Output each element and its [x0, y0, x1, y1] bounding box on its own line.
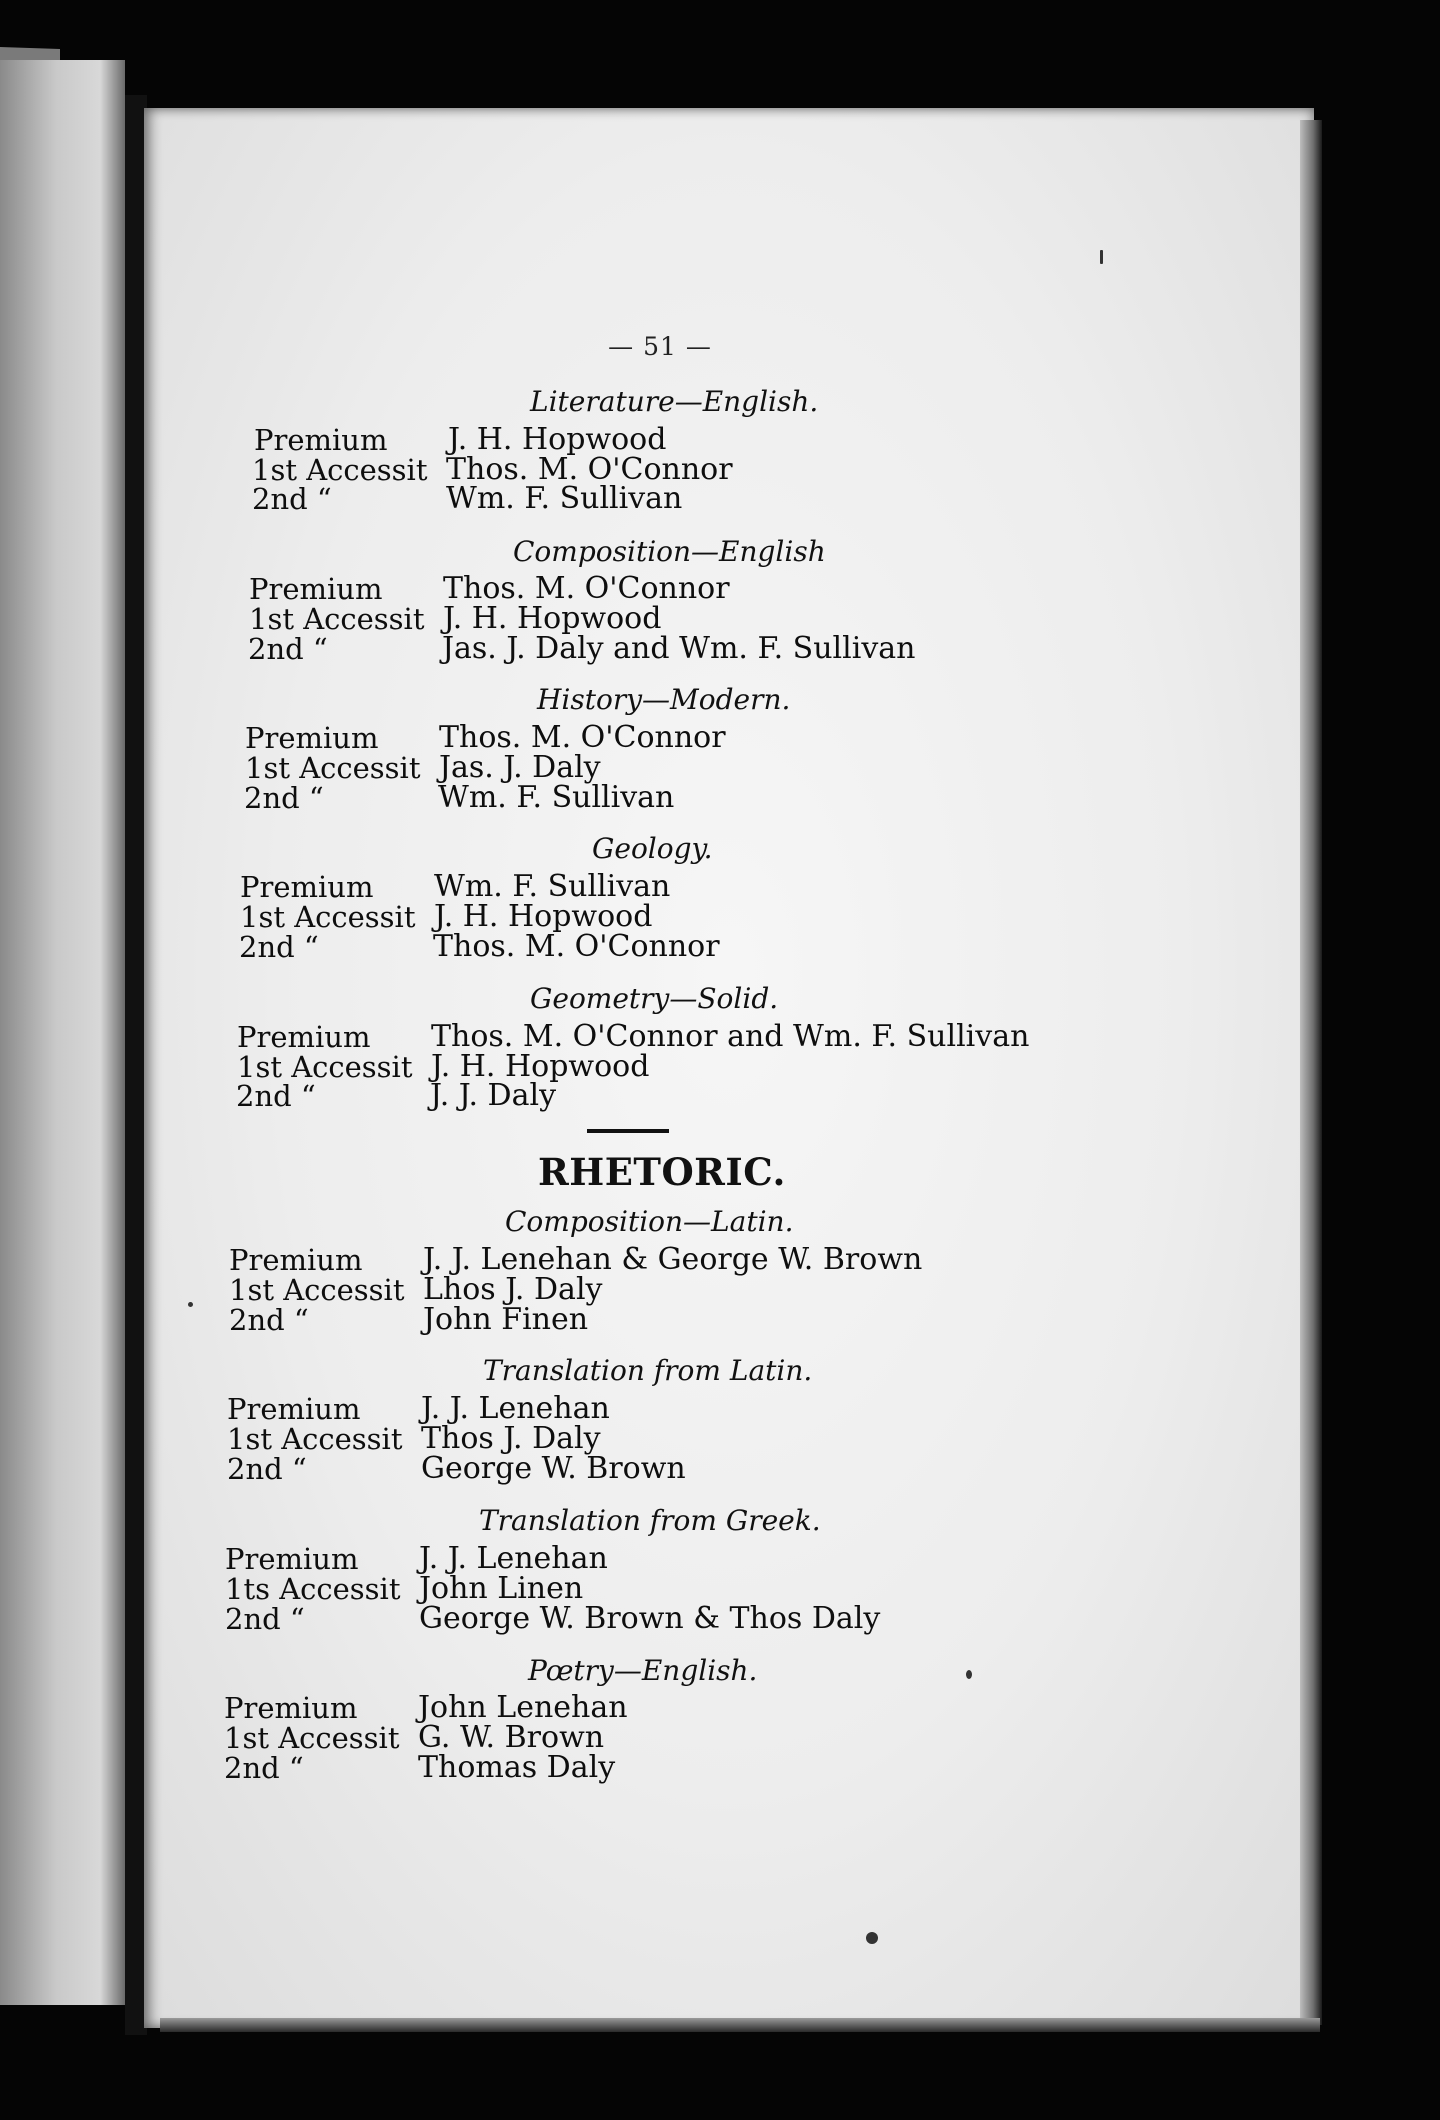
award-label: 2nd “: [244, 781, 324, 815]
award-recipient: George W. Brown: [421, 1451, 686, 1486]
award-recipient: George W. Brown & Thos Daly: [419, 1601, 881, 1636]
award-label: 1st Accessit: [237, 1050, 413, 1084]
award-recipient: Jas. J. Daly and Wm. F. Sullivan: [442, 631, 916, 666]
award-label: Premium: [245, 721, 379, 755]
award-recipient: J. J. Lenehan: [419, 1541, 608, 1576]
award-recipient: Thos. M. O'Connor: [433, 929, 720, 964]
award-recipient: Wm. F. Sullivan: [446, 481, 683, 516]
award-recipient: Thos. M. O'Connor: [443, 571, 730, 606]
section-heading-poetry: Pœtry—English.: [528, 1654, 758, 1687]
award-label: 2nd “: [252, 482, 332, 516]
award-recipient: Thos. M. O'Connor and Wm. F. Sullivan: [431, 1019, 1030, 1054]
page-right-edge: [1300, 120, 1322, 2025]
award-label: Premium: [225, 1542, 359, 1576]
award-recipient: J. H. Hopwood: [431, 1049, 650, 1084]
award-label: Premium: [227, 1392, 361, 1426]
page-bottom-edge: [160, 2018, 1320, 2032]
award-recipient: John Finen: [423, 1302, 589, 1337]
section-heading-composition-latin: Composition—Latin.: [505, 1205, 794, 1238]
award-label: 2nd “: [227, 1452, 307, 1486]
award-label: 1st Accessit: [240, 900, 416, 934]
award-recipient: Jas. J. Daly: [439, 750, 601, 785]
award-recipient: Thos J. Daly: [421, 1421, 601, 1456]
award-recipient: Thomas Daly: [418, 1750, 616, 1785]
award-recipient: John Linen: [419, 1571, 584, 1606]
award-recipient: J. J. Lenehan: [421, 1391, 610, 1426]
award-label: Premium: [229, 1243, 363, 1277]
page-number: — 51 —: [608, 332, 712, 361]
previous-page-edge: [0, 60, 125, 2005]
section-heading-literature: Literature—English.: [530, 385, 819, 418]
section-heading-translation-greek: Translation from Greek.: [479, 1504, 821, 1537]
award-label: Premium: [249, 572, 383, 606]
award-label: 1st Accessit: [224, 1721, 400, 1755]
award-label: 2nd “: [229, 1303, 309, 1337]
award-label: Premium: [224, 1691, 358, 1725]
award-label: 1st Accessit: [245, 751, 421, 785]
award-label: 1st Accessit: [229, 1273, 405, 1307]
section-heading-composition-english: Composition—English: [513, 535, 826, 568]
division-title: RHETORIC.: [538, 1150, 786, 1194]
ink-speck: [866, 1932, 878, 1944]
award-label: Premium: [240, 870, 374, 904]
award-recipient: John Lenehan: [418, 1690, 628, 1725]
award-recipient: Thos. M. O'Connor: [439, 720, 726, 755]
section-heading-geology: Geology.: [592, 832, 713, 865]
ink-speck: [188, 1302, 193, 1307]
ink-speck: [1100, 250, 1103, 264]
award-recipient: J. H. Hopwood: [434, 899, 653, 934]
award-recipient: J. H. Hopwood: [448, 422, 667, 457]
award-recipient: Wm. F. Sullivan: [434, 869, 671, 904]
section-heading-geometry: Geometry—Solid.: [530, 982, 779, 1015]
award-recipient: G. W. Brown: [418, 1720, 605, 1755]
section-heading-history: History—Modern.: [537, 683, 791, 716]
award-label: 2nd “: [225, 1602, 305, 1636]
award-label: 2nd “: [224, 1751, 304, 1785]
section-divider-rule: [587, 1129, 669, 1133]
award-label: 2nd “: [236, 1079, 316, 1113]
ink-speck: [966, 1670, 972, 1679]
award-recipient: Thos. M. O'Connor: [446, 452, 733, 487]
award-recipient: J. H. Hopwood: [443, 601, 662, 636]
award-label: Premium: [254, 423, 388, 457]
award-recipient: J. J. Daly: [430, 1078, 557, 1113]
award-label: 2nd “: [239, 930, 319, 964]
award-label: 1ts Accessit: [225, 1572, 401, 1606]
award-label: 1st Accessit: [252, 453, 428, 487]
award-label: 1st Accessit: [249, 602, 425, 636]
award-label: 1st Accessit: [227, 1422, 403, 1456]
award-label: Premium: [237, 1020, 371, 1054]
section-heading-translation-latin: Translation from Latin.: [483, 1354, 813, 1387]
award-recipient: Wm. F. Sullivan: [438, 780, 675, 815]
award-recipient: J. J. Lenehan & George W. Brown: [423, 1242, 923, 1277]
award-recipient: Lhos J. Daly: [423, 1272, 603, 1307]
award-label: 2nd “: [248, 632, 328, 666]
